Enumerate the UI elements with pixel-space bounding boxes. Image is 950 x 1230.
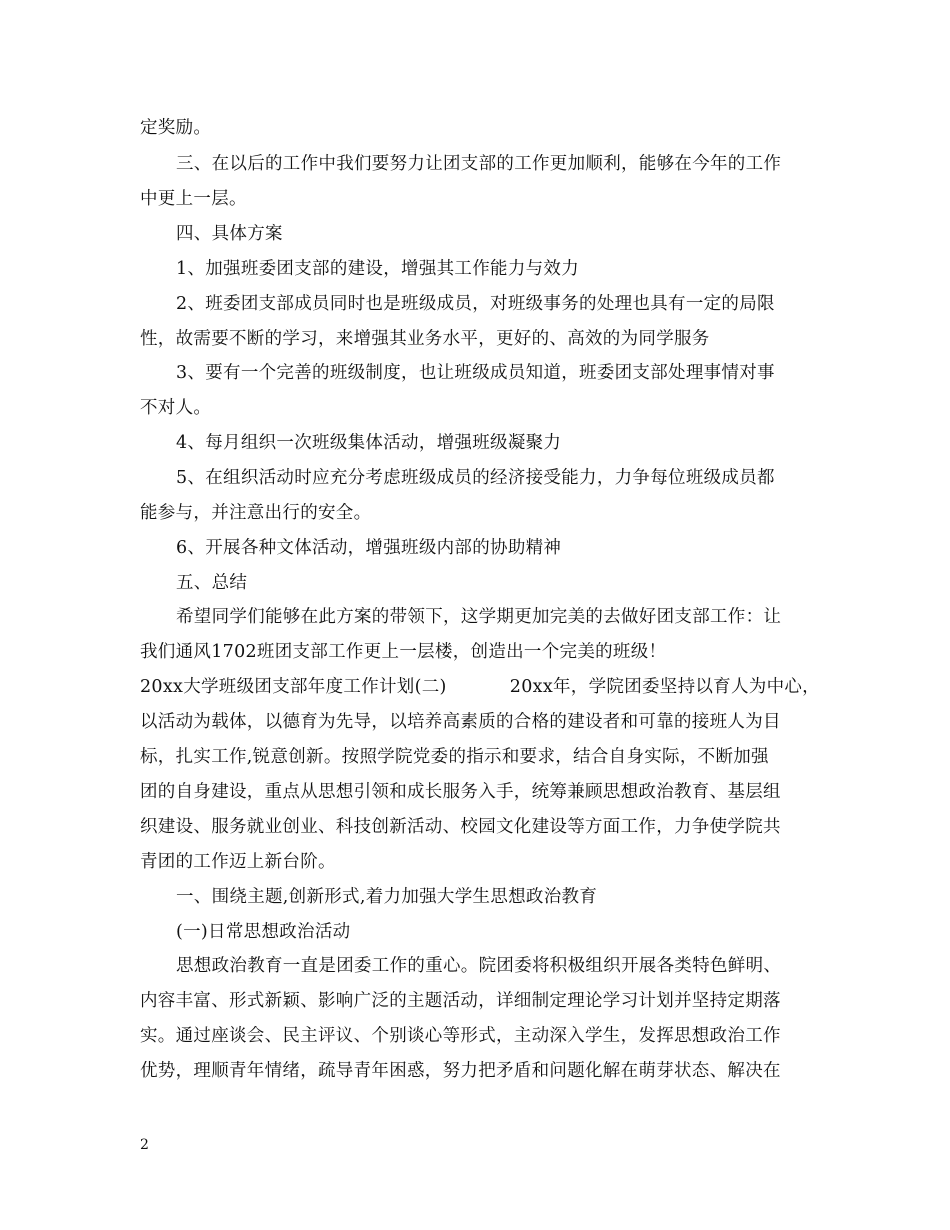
section-heading: 五、总结 (176, 573, 248, 593)
document-heading-line (140, 677, 820, 697)
paragraph-line: 三、在以后的工作中我们要努力让团支部的工作更加顺利，能够在今年的工作 (176, 154, 782, 174)
paragraph-line: 内容丰富、形式新颖、影响广泛的主题活动，详细制定理论学习计划并坚持定期落 (140, 991, 781, 1011)
paragraph-line: 团的自身建设，重点从思想引领和成长服务入手，统筹兼顾思想政治教育、基层组 (140, 782, 781, 802)
paragraph-line: 实。通过座谈会、民主评议、个别谈心等形式，主动深入学生，发挥思想政治工作 (140, 1026, 781, 1046)
paragraph-line: 思想政治教育一直是团委工作的重心。院团委将积极组织开展各类特色鲜明、 (176, 956, 782, 976)
paragraph-line: 青团的工作迈上新台阶。 (140, 852, 336, 872)
paragraph-line: 织建设、服务就业创业、科技创新活动、校园文化建设等方面工作，力争使学院共 (140, 817, 781, 837)
list-item: 5、在组织活动时应充分考虑班级成员的经济接受能力，力争每位班级成员都 (176, 468, 775, 488)
paragraph-line: 能参与，并注意出行的安全。 (140, 503, 372, 523)
list-item: 1、加强班委团支部的建设，增强其工作能力与效力 (176, 259, 580, 279)
page-number: 2 (140, 1137, 149, 1153)
document-heading: 20xx大学班级团支部年度工作计划(二) (140, 677, 447, 697)
list-item: 6、开展各种文体活动，增强班级内部的协助精神 (176, 538, 562, 558)
paragraph-line: 中更上一层。 (140, 189, 247, 209)
section-heading: 一、围绕主题,创新形式,着力加强大学生思想政治教育 (176, 887, 598, 907)
list-item: 4、每月组织一次班级集体活动，增强班级凝聚力 (176, 433, 562, 453)
paragraph-line: 不对人。 (140, 398, 212, 418)
list-item: 3、要有一个完善的班级制度，也让班级成员知道，班委团支部处理事情对事 (176, 363, 775, 383)
paragraph-line: 我们通风1702班团支部工作更上一层楼，创造出一个完美的班级！ (140, 642, 667, 662)
paragraph-line: 优势，理顺青年情绪，疏导青年困惑，努力把矛盾和问题化解在萌芽状态、解决在 (140, 1061, 781, 1081)
paragraph-line: 标，扎实工作,锐意创新。按照学院党委的指示和要求，结合自身实际，不断加强 (140, 747, 769, 767)
paragraph-start: 20xx年，学院团委坚持以育人为中心， (509, 677, 820, 697)
paragraph-line: 性，故需要不断的学习，来增强其业务水平，更好的、高效的为同学服务 (140, 329, 710, 349)
paragraph-line: 定奖励。 (140, 118, 212, 138)
subsection-heading: (一)日常思想政治活动 (176, 922, 351, 942)
paragraph-line: 以活动为载体，以德育为先导，以培养高素质的合格的建设者和可靠的接班人为目 (140, 712, 781, 732)
list-item: 2、班委团支部成员同时也是班级成员，对班级事务的处理也具有一定的局限 (176, 294, 775, 314)
section-heading: 四、具体方案 (176, 224, 283, 244)
paragraph-line: 希望同学们能够在此方案的带领下，这学期更加完美的去做好团支部工作：让 (176, 607, 782, 627)
